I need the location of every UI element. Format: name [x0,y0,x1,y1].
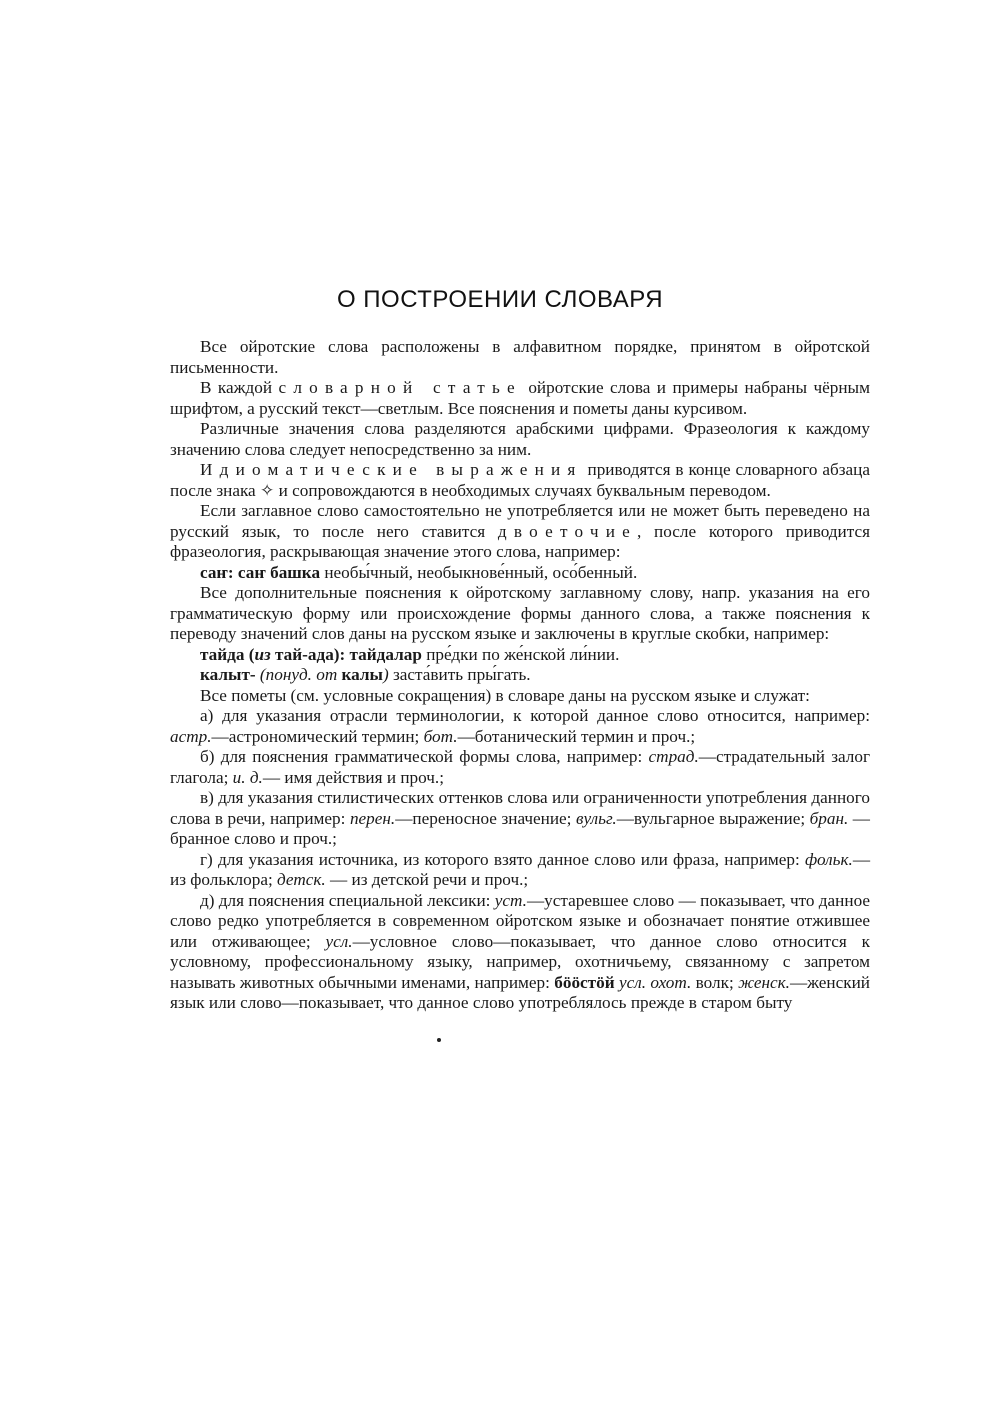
page-title: О ПОСТРОЕНИИ СЛОВАРЯ [336,286,664,313]
paragraph-idioms: Идиоматические выражения приводятся в конце словарного абзаца после знака ✧ и сопровождаются в необходимых случаях буквальным переводом. [170,460,870,500]
example-entry: тайда (из тай-ада): тайдалар пре́дки по же́нской ли́нии. [200,644,620,664]
body-text [170,337,870,1014]
paragraph-alphabet: Все ойротские слова расположены в алфавитном порядке, принятом в ойротской письменности. [170,337,870,377]
spaced-term: словарной статье [278,378,522,397]
paragraph-fonts: В каждой словарной статье ойротские слова и примеры набраны чёрным шрифтом, а русский текст—светлым. Все пояснения и пометы даны курсивом. [170,378,870,418]
list-item-v: в) для указания стилистических оттенков слова или ограниченности употребления данного слова в речи, например: перен.—переносное значение; вульг.—вульгарное выражение; бран. — бранное слово и проч.; [170,788,870,848]
spaced-term: Идиоматические выражения [200,460,583,479]
list-item-d: д) для пояснения специальной лексики: уст.—устаревшее слово — показывает, что данное слово редко употребляется в современном ойротском языке и обозначает понятие отжившее или отживающее; усл.—условное слово—показывает, что данное слово относится к условному, профессиональному языку, например, охотничьему, связанному с запретом называть животных обычными именами, например: бӧӧстӧй усл. охот. волк; женск.—женский язык или слово—показывает, что данное слово употреблялось прежде в старом быту [170,890,871,1012]
paragraph-colon: Если заглавное слово самостоятельно не употребляется или не может быть переведено на русский язык, то после него ставится двоеточие, после которого приводится фразеология, раскрывающая значение этого слова, например: [170,501,870,561]
spaced-term: двоеточие [497,521,637,541]
paragraph-brackets: Все дополнительные пояснения к ойротскому заглавному слову, напр. указания на его грамматическую форму или происхождение формы данного слова, а также пояснения к переводу значений слов даны на русском языке и заключены в круглые скобки, например: [170,583,870,643]
example-entry: калыт- (понуд. от калы) заста́вить пры́гать. [200,665,531,684]
paragraph-meanings: Различные значения слова разделяются арабскими цифрами. Фразеология к каждому значению слова следует непосредственно за ним. [170,419,870,459]
list-item-b: б) для пояснения грамматической формы слова, например: страд.—страдательный залог глагола; и. д.— имя действия и проч.; [170,747,870,787]
list-item-a: а) для указания отрасли терминологии, к которой данное слово относится, например: астр.—астрономический термин; бот.—ботанический термин и проч.; [170,706,870,746]
stray-ink-dot [437,1038,441,1042]
example-entry: саҥ: саҥ башка необы́чный, необыкнове́нный, осо́бенный. [200,562,638,582]
paragraph-labels: Все пометы (см. условные сокращения) в словаре даны на русском языке и служат: [200,685,810,705]
list-item-g: г) для указания источника, из которого взято данное слово или фраза, например: фольк.—из фольклора; детск. — из детской речи и проч.; [170,849,870,889]
